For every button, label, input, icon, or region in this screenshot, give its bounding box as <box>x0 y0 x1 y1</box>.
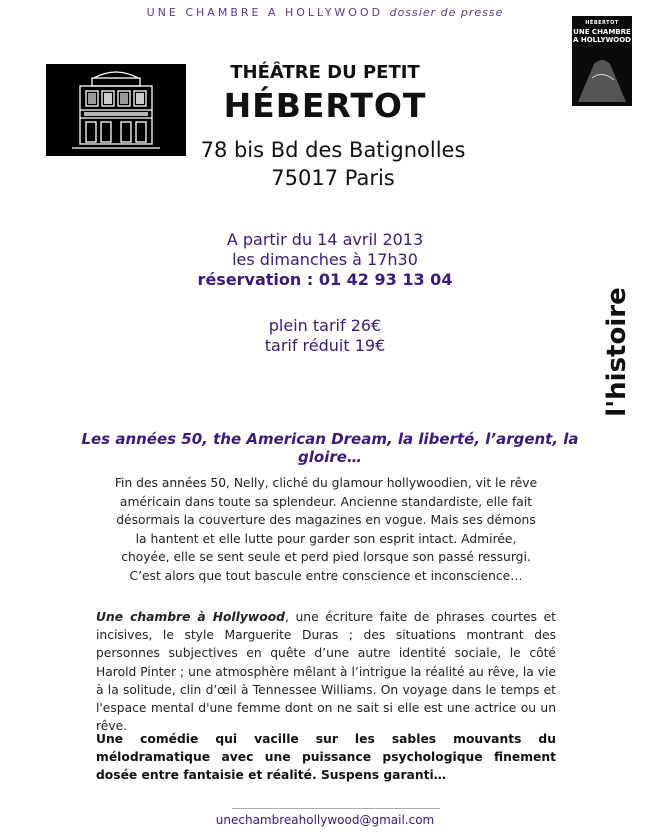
page-header <box>0 6 650 19</box>
reservation-phone: réservation : 01 42 93 13 04 <box>197 270 453 289</box>
header-subtitle: dossier de presse <box>389 6 504 19</box>
price-reduced: tarif réduit 19€ <box>264 336 386 355</box>
start-date: A partir du 14 avril 2013 <box>226 230 424 249</box>
venue-line1: THÉÂTRE DU PETIT <box>230 62 420 83</box>
poster-title-line2: A HOLLYWOOD <box>573 36 631 44</box>
venue-city: 75017 Paris <box>271 166 395 190</box>
schedule: les dimanches à 17h30 <box>232 250 418 269</box>
poster-theatre-name: HÉBERTOT <box>585 20 619 26</box>
contact-email: unechambreahollywood@gmail.com <box>215 813 435 827</box>
section-label-text: l'histoire <box>602 287 632 417</box>
play-title: Une chambre à Hollywood <box>96 610 285 624</box>
footer-divider <box>232 808 440 809</box>
poster-title-line1: UNE CHAMBRE <box>573 28 631 36</box>
conclusion-paragraph: Une comédie qui vacille sur les sables mouvants du mélodramatique avec une puissance psychologique finement dosée entre fantaisie et réalité. Suspens garanti… <box>96 732 556 783</box>
price-full: plein tarif 26€ <box>268 316 382 335</box>
description-paragraph <box>96 608 556 735</box>
venue-address: 78 bis Bd des Batignolles <box>200 138 466 162</box>
tagline: Les années 50, the American Dream, la liberté, l’argent, la gloire… <box>81 430 579 466</box>
synopsis: Fin des années 50, Nelly, cliché du glamour hollywoodien, vit le rêve américain dans toute sa splendeur. Ancienne standardiste, elle fait désormais la couverture des magazines en vogue. Mais ses démons la hantent et elle lutte pour garder son esprit intact. Admirée, choyée, elle se sent seule et perd pied lorsque son passé ressurgi. C’est alors que tout bascule entre conscience et inconscience… <box>114 476 538 583</box>
section-side-label <box>588 272 648 432</box>
description-text: , une écriture faite de phrases courtes et incisives, le style Marguerite Duras ; des situations montrant des personnes subjectives en quête d’une autre identité sociale, le côté Harold Pinter ; une atmosphère mêlant à l’intrigue la réalité au rêve, la vie à la solitude, clin d’œil à Tennessee Williams. On voyage dans le temps et l'espace mental d'une femme dont on ne sait si elle est une actrice ou un rêve. <box>96 610 556 734</box>
header-title: UNE CHAMBRE A HOLLYWOOD <box>146 6 384 19</box>
venue-name: HÉBERTOT <box>223 86 427 125</box>
